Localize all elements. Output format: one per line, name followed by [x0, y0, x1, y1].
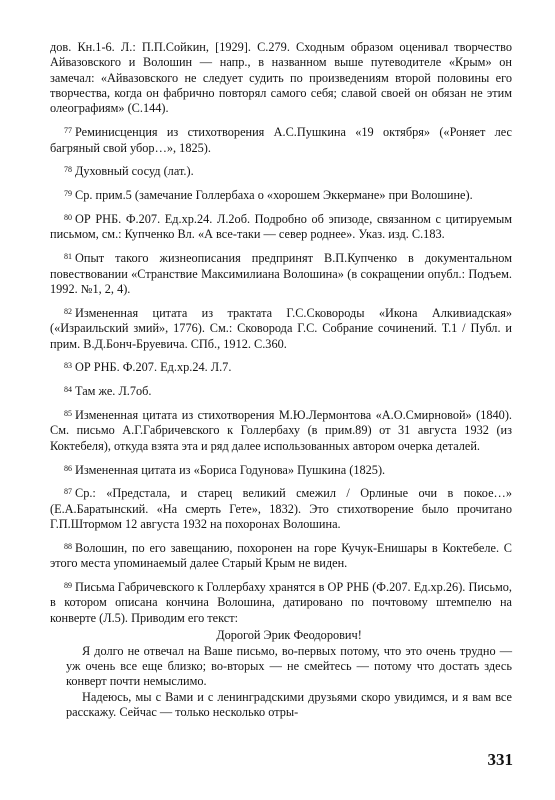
letter-greeting: Дорогой Эрик Феодорович! — [216, 628, 362, 643]
footnote-text: Волошин, по его завещанию, похоронен на горе Кучук-Енишары в Коктебеле. С этого места упоминаемый далее Старый Крым не виден. — [50, 540, 512, 571]
footnote-text: Реминисценция из стихотворения А.С.Пушкина «19 октября» («Роняет лес багряный свой убор…», 1825). — [50, 125, 512, 155]
footnote-text: Измененная цитата из трактата Г.С.Сковороды «Икона Алкивиадская» («Израильский змий», 1776). См.: Сковорода Г.С. Собрание сочинений. Т.1 / Публ. и прим. В.Д.Бонч-Бруевича. СПб., 1912. С.360. — [50, 305, 512, 351]
footnote-number: 82 — [64, 306, 72, 316]
footnote-number: 89 — [64, 581, 72, 591]
footnote-number: 79 — [64, 189, 72, 199]
footnote-text: Духовный сосуд (лат.). — [75, 164, 194, 179]
notes-column — [50, 40, 512, 720]
footnote-number: 80 — [64, 213, 72, 223]
footnote-80 — [50, 212, 512, 243]
continued-note-text: дов. Кн.1-6. Л.: П.П.Сойкин, [1929]. С.279. Сходным образом оценивал творчество Айвазовского и Волошин — напр., в названном выше путеводителе «Крым» он замечал: «Айвазовского не следует судить по произведениям второй половины его творчества, когда он фабрично повторял самого себя; славой своей он обязан не этим олеографиям» (С.144). — [50, 40, 512, 116]
footnote-number: 83 — [64, 361, 72, 371]
footnote-text: Измененная цитата из стихотворения М.Ю.Лермонтова «А.О.Смирновой» (1840). См. письмо А.Г.Габричевского к Голлербаху (в прим.89) от 31 августа 1932 (из Коктебеля), откуда взята эта и ряд далее использованных автором очерка деталей. — [50, 408, 512, 453]
footnote-81 — [50, 251, 512, 297]
quoted-letter — [66, 628, 512, 720]
footnote-text: Опыт такого жизнеописания предпринят В.П.Купченко в документальном повествовании «Странствие Максимилиана Волошина» (в сокращении опубл.: Подъем. 1992. №1, 2, 4). — [50, 251, 512, 296]
footnote-number: 77 — [64, 126, 72, 136]
footnote-82 — [50, 306, 512, 352]
letter-paragraph: Надеюсь, мы с Вами и с ленинградскими друзьями скоро увидимся, и я вам все расскажу. Сейчас — только несколько отры- — [66, 689, 512, 719]
footnote-text: Там же. Л.7об. — [75, 384, 152, 399]
footnote-number: 78 — [64, 165, 72, 175]
footnote-text: ОР РНБ. Ф.207. Ед.хр.24. Л.7. — [75, 360, 232, 375]
footnote-77 — [50, 125, 512, 156]
footnote-79 — [50, 188, 512, 203]
footnote-85 — [50, 408, 512, 454]
footnote-87 — [50, 486, 512, 532]
footnote-88 — [50, 541, 512, 572]
footnote-text: Измененная цитата из «Бориса Годунова» Пушкина (1825). — [75, 462, 386, 477]
footnote-84 — [50, 384, 512, 399]
page-number: 331 — [487, 750, 513, 769]
footnote-number: 85 — [64, 409, 72, 419]
footnote-number: 87 — [64, 487, 72, 497]
footnote-text: Ср. прим.5 (замечание Голлербаха о «хорошем Эккермане» при Волошине). — [75, 188, 473, 203]
footnote-number: 84 — [64, 385, 72, 395]
footnote-83 — [50, 360, 512, 375]
footnote-86 — [50, 463, 512, 478]
footnote-number: 88 — [64, 541, 72, 551]
footnote-number: 86 — [64, 463, 72, 473]
footnote-text: ОР РНБ. Ф.207. Ед.хр.24. Л.2об. Подробно об эпизоде, связанном с цитируемым письмом, см.: Купченко Вл. «А все-таки — север роднее». Указ. изд. С.183. — [50, 212, 512, 242]
footnote-89 — [50, 580, 512, 626]
footnote-78 — [50, 164, 512, 179]
letter-paragraph: Я долго не отвечал на Ваше письмо, во-первых потому, что это очень трудно — уж очень все еще близко; во-вторых — не смейтесь — потому что достать здесь конверт почти немыслимо. — [66, 643, 512, 689]
footnote-number: 81 — [64, 252, 72, 262]
footnote-text: Письма Габричевского к Голлербаху хранятся в ОР РНБ (Ф.207. Ед.хр.26). Письмо, в котором описана кончина Волошина, датировано по почтовому штемпелю на конверте (Л.5). Приводим его текст: — [50, 580, 512, 625]
footnote-text: Ср.: «Предстала, и старец великий смежил / Орлиные очи в покое…» (Е.А.Баратынский. «На смерть Гете», 1832). Это стихотворение было прочитано Г.П.Штормом 12 августа 1932 на похоронах Волошина. — [50, 486, 512, 532]
